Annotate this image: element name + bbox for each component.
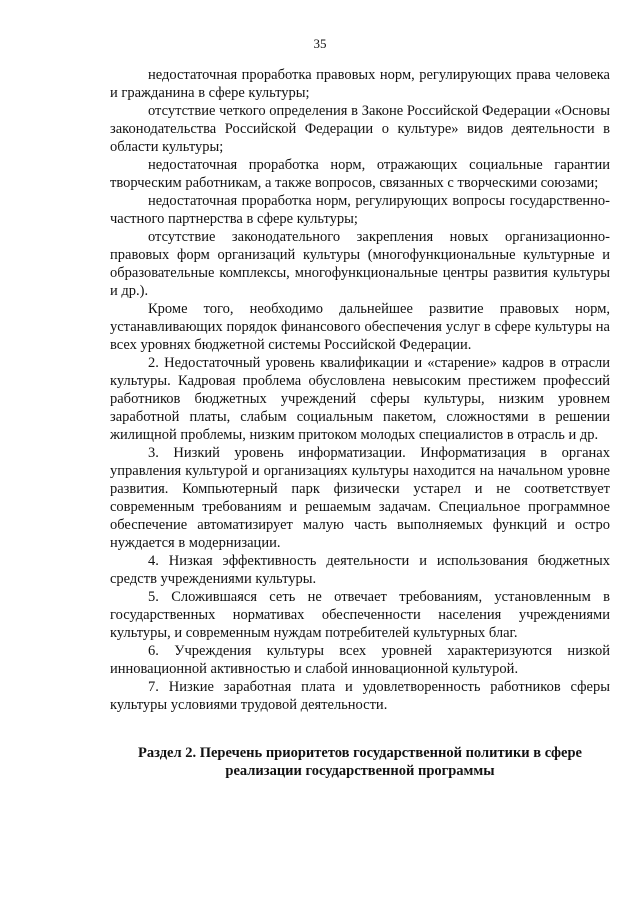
paragraph-10: 5. Сложившаяся сеть не отвечает требованиям, установленным в государственных нормативах обеспеченности населения учреждениями культуры, и современным нуждам потребителей культурных благ.	[110, 589, 610, 641]
body-text	[110, 66, 610, 714]
paragraph-1: недостаточная проработка правовых норм, регулирующих права человека и гражданина в сфере культуры;	[110, 67, 610, 101]
paragraph-9: 4. Низкая эффективность деятельности и использования бюджетных средств учреждениями культуры.	[110, 553, 610, 587]
paragraph-4: недостаточная проработка норм, регулирующих вопросы государственно-частного партнерства в сфере культуры;	[110, 193, 610, 227]
paragraph-2: отсутствие четкого определения в Законе Российской Федерации «Основы законодательства Российской Федерации о культуре» видов деятельности в области культуры;	[110, 103, 610, 155]
paragraph-7: 2. Недостаточный уровень квалификации и «старение» кадров в отрасли культуры. Кадровая проблема обусловлена невысоким престижем профессий работников бюджетных учреждений сферы культуры, низким уровнем заработной платы, слабым социальным пакетом, сложностями в решении жилищной проблемы, низким притоком молодых специалистов в отрасль и др.	[110, 355, 610, 443]
paragraph-5: отсутствие законодательного закрепления новых организационно-правовых форм организаций культуры (многофункциональные культурные и образовательные комплексы, многофункциональные центры развития культуры и др.).	[110, 229, 610, 299]
paragraph-12: 7. Низкие заработная плата и удовлетворенность работников сферы культуры условиями трудовой деятельности.	[110, 679, 610, 713]
section-heading: Раздел 2. Перечень приоритетов государственной политики в сфере реализации государственной программы	[138, 745, 582, 779]
paragraph-8: 3. Низкий уровень информатизации. Информатизация в органах управления культурой и организациях культуры находится на начальном уровне развития. Компьютерный парк физически устарел и не соответствует современным требованиям и решаемым задачам. Специальное программное обеспечение автоматизирует малую часть выполняемых функций и остро нуждается в модернизации.	[110, 445, 610, 551]
paragraph-11: 6. Учреждения культуры всех уровней характеризуются низкой инновационной активностью и слабой инновационной культурой.	[110, 643, 610, 677]
page-number: 35	[313, 36, 327, 51]
paragraph-6: Кроме того, необходимо дальнейшее развитие правовых норм, устанавливающих порядок финансового обеспечения услуг в сфере культуры на всех уровнях бюджетной системы Российской Федерации.	[110, 301, 610, 353]
paragraph-3: недостаточная проработка норм, отражающих социальные гарантии творческим работникам, а также вопросов, связанных с творческими союзами;	[110, 157, 610, 191]
